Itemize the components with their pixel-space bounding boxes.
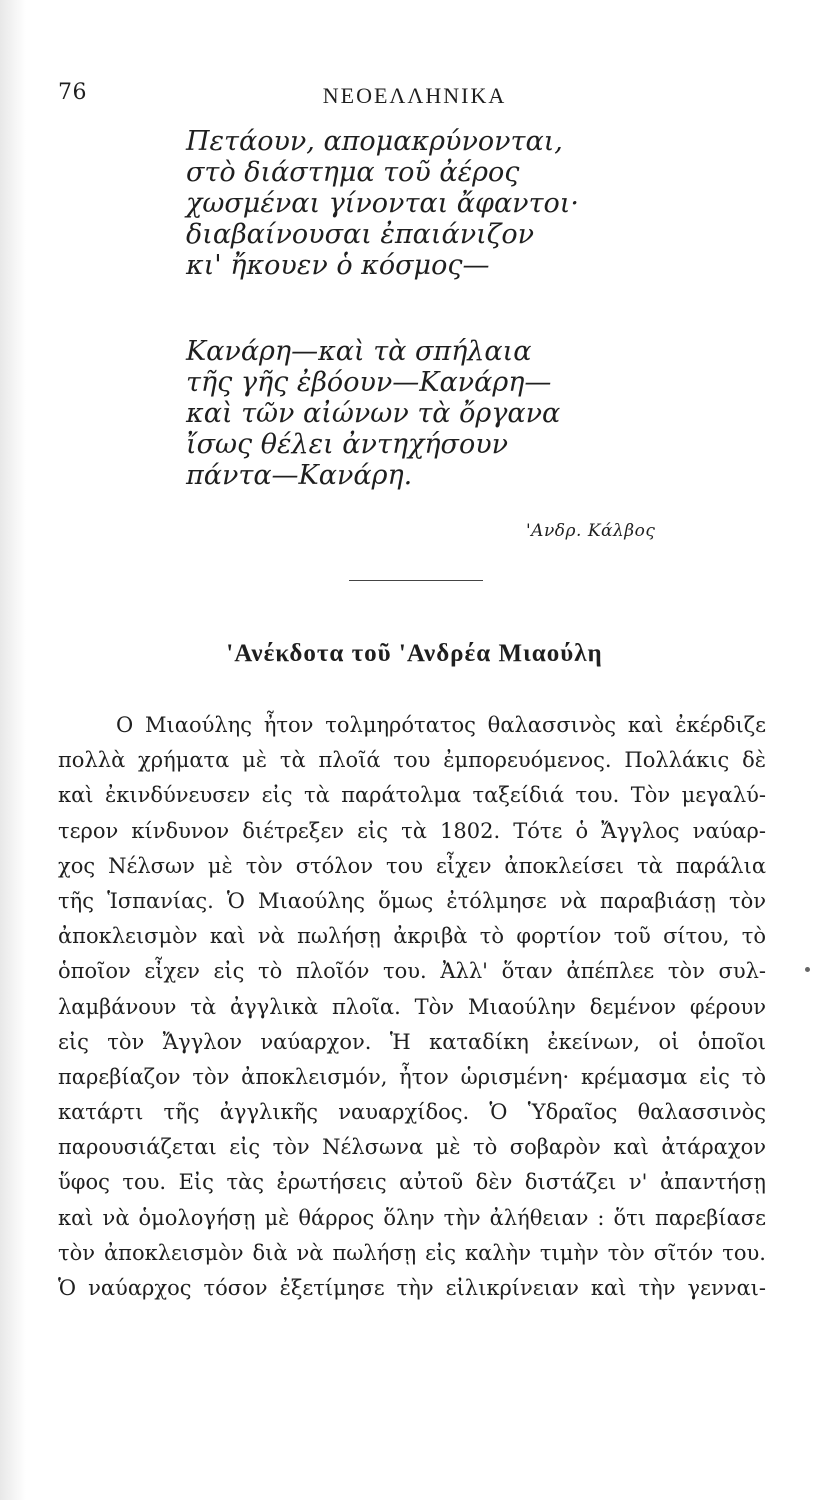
- body-line: πολλὰ χρήματα μὲ τὰ πλοῖά του ἐμπορευόμενος. Πολλάκις δὲ: [58, 748, 766, 773]
- page-number: 76: [58, 80, 87, 105]
- section-divider: [349, 580, 483, 581]
- poem-line: τῆς γῆς ἐβόουν—Κανάρη—: [186, 367, 552, 398]
- body-line: Ὁ ναύαρχος τόσον ἐξετίμησε τὴν εἰλικρίνειαν καὶ τὴν γενναι-: [58, 1276, 766, 1300]
- poem-stanza-2: [186, 336, 706, 491]
- poem-line: κι' ἤκουεν ὁ κόσμος—: [186, 250, 490, 281]
- poem-line: ἴσως θέλει ἀντηχήσουν: [186, 429, 509, 460]
- body-line: κατάρτι τῆς ἀγγλικῆς ναυαρχίδος. Ὁ Ὑδραῖος θαλασσινὸς: [58, 1100, 766, 1125]
- poem-line: χωσμέναι γίνονται ἄφαντοι·: [186, 188, 579, 219]
- poem-line: διαβαίνουσαι ἐπαιάνιζον: [186, 219, 535, 250]
- body-line: ὕφος του. Εἰς τὰς ἐρωτήσεις αὐτοῦ δὲν διστάζει ν' ἀπαντήσῃ: [58, 1170, 766, 1195]
- poem-line: καὶ τῶν αἰώνων τὰ ὄργανα: [186, 398, 561, 429]
- poem-line: πάντα—Κανάρη.: [186, 460, 413, 491]
- body-line: λαμβάνουν τὰ ἀγγλικὰ πλοῖα. Τὸν Μιαούλην δεμένον φέρουν: [58, 994, 766, 1019]
- body-line: ἀποκλεισμὸν καὶ νὰ πωλήσῃ ἀκριβὰ τὸ φορτίον τοῦ σίτου, τὸ: [58, 924, 766, 949]
- margin-mark: [805, 967, 810, 972]
- body-line: ὁποῖον εἶχεν εἰς τὸ πλοῖόν του. Ἀλλ' ὅταν ἀπέπλεε τὸν συλ-: [58, 959, 766, 984]
- poem-signature: 'Ανδρ. Κάλβος: [526, 521, 656, 541]
- body-line: χος Νέλσων μὲ τὸν στόλον του εἶχεν ἀποκλείσει τὰ παράλια: [58, 853, 766, 878]
- body-line: Ο Μιαούλης ἦτον τολμηρότατος θαλασσινὸς καὶ ἐκέρδιζε: [116, 713, 766, 737]
- body-line: τὸν ἀποκλεισμὸν διὰ νὰ πωλήσῃ εἰς καλὴν τιμὴν τὸν σῖτόν του.: [58, 1240, 766, 1265]
- body-line: παρεβίαζον τὸν ἀποκλεισμόν, ἦτον ὡρισμένη· κρέμασμα εἰς τὸ: [58, 1064, 766, 1089]
- poem-line: Κανάρη—καὶ τὰ σπήλαια: [186, 336, 532, 367]
- body-line: τερον κίνδυνον διέτρεξεν εἰς τὰ 1802. Τότε ὁ Ἄγγλος ναύαρ-: [58, 818, 766, 843]
- body-line: τῆς Ἱσπανίας. Ὁ Μιαούλης ὅμως ἐτόλμησε νὰ παραβιάσῃ τὸν: [58, 888, 766, 913]
- article-title: 'Ανέκδοτα τοῦ 'Ανδρέα Μιαούλη: [226, 640, 603, 667]
- body-line: καὶ νὰ ὁμολογήσῃ μὲ θάρρος ὅλην τὴν ἀλήθειαν : ὅτι παρεβίασε: [58, 1205, 766, 1230]
- article-body: [58, 708, 766, 1306]
- body-line: εἰς τὸν Ἄγγλον ναύαρχον. Ἡ καταδίκη ἐκείνων, οἱ ὁποῖοι: [58, 1029, 766, 1054]
- page-gutter-shadow: [0, 0, 26, 1500]
- running-title: ΝΕΟΕΛΛΗΝΙΚΑ: [322, 83, 507, 108]
- body-line: καὶ ἐκινδύνευσεν εἰς τὰ παράτολμα ταξείδιά του. Τὸν μεγαλύ-: [58, 783, 766, 808]
- poem-stanza-1: [186, 126, 706, 281]
- body-line: παρουσιάζεται εἰς τὸν Νέλσωνα μὲ τὸ σοβαρὸν καὶ ἀτάραχον: [58, 1135, 766, 1160]
- poem-line: Πετάουν, απομακρύνονται,: [186, 126, 563, 157]
- poem-line: στὸ διάστημα τοῦ ἀέρος: [186, 157, 520, 188]
